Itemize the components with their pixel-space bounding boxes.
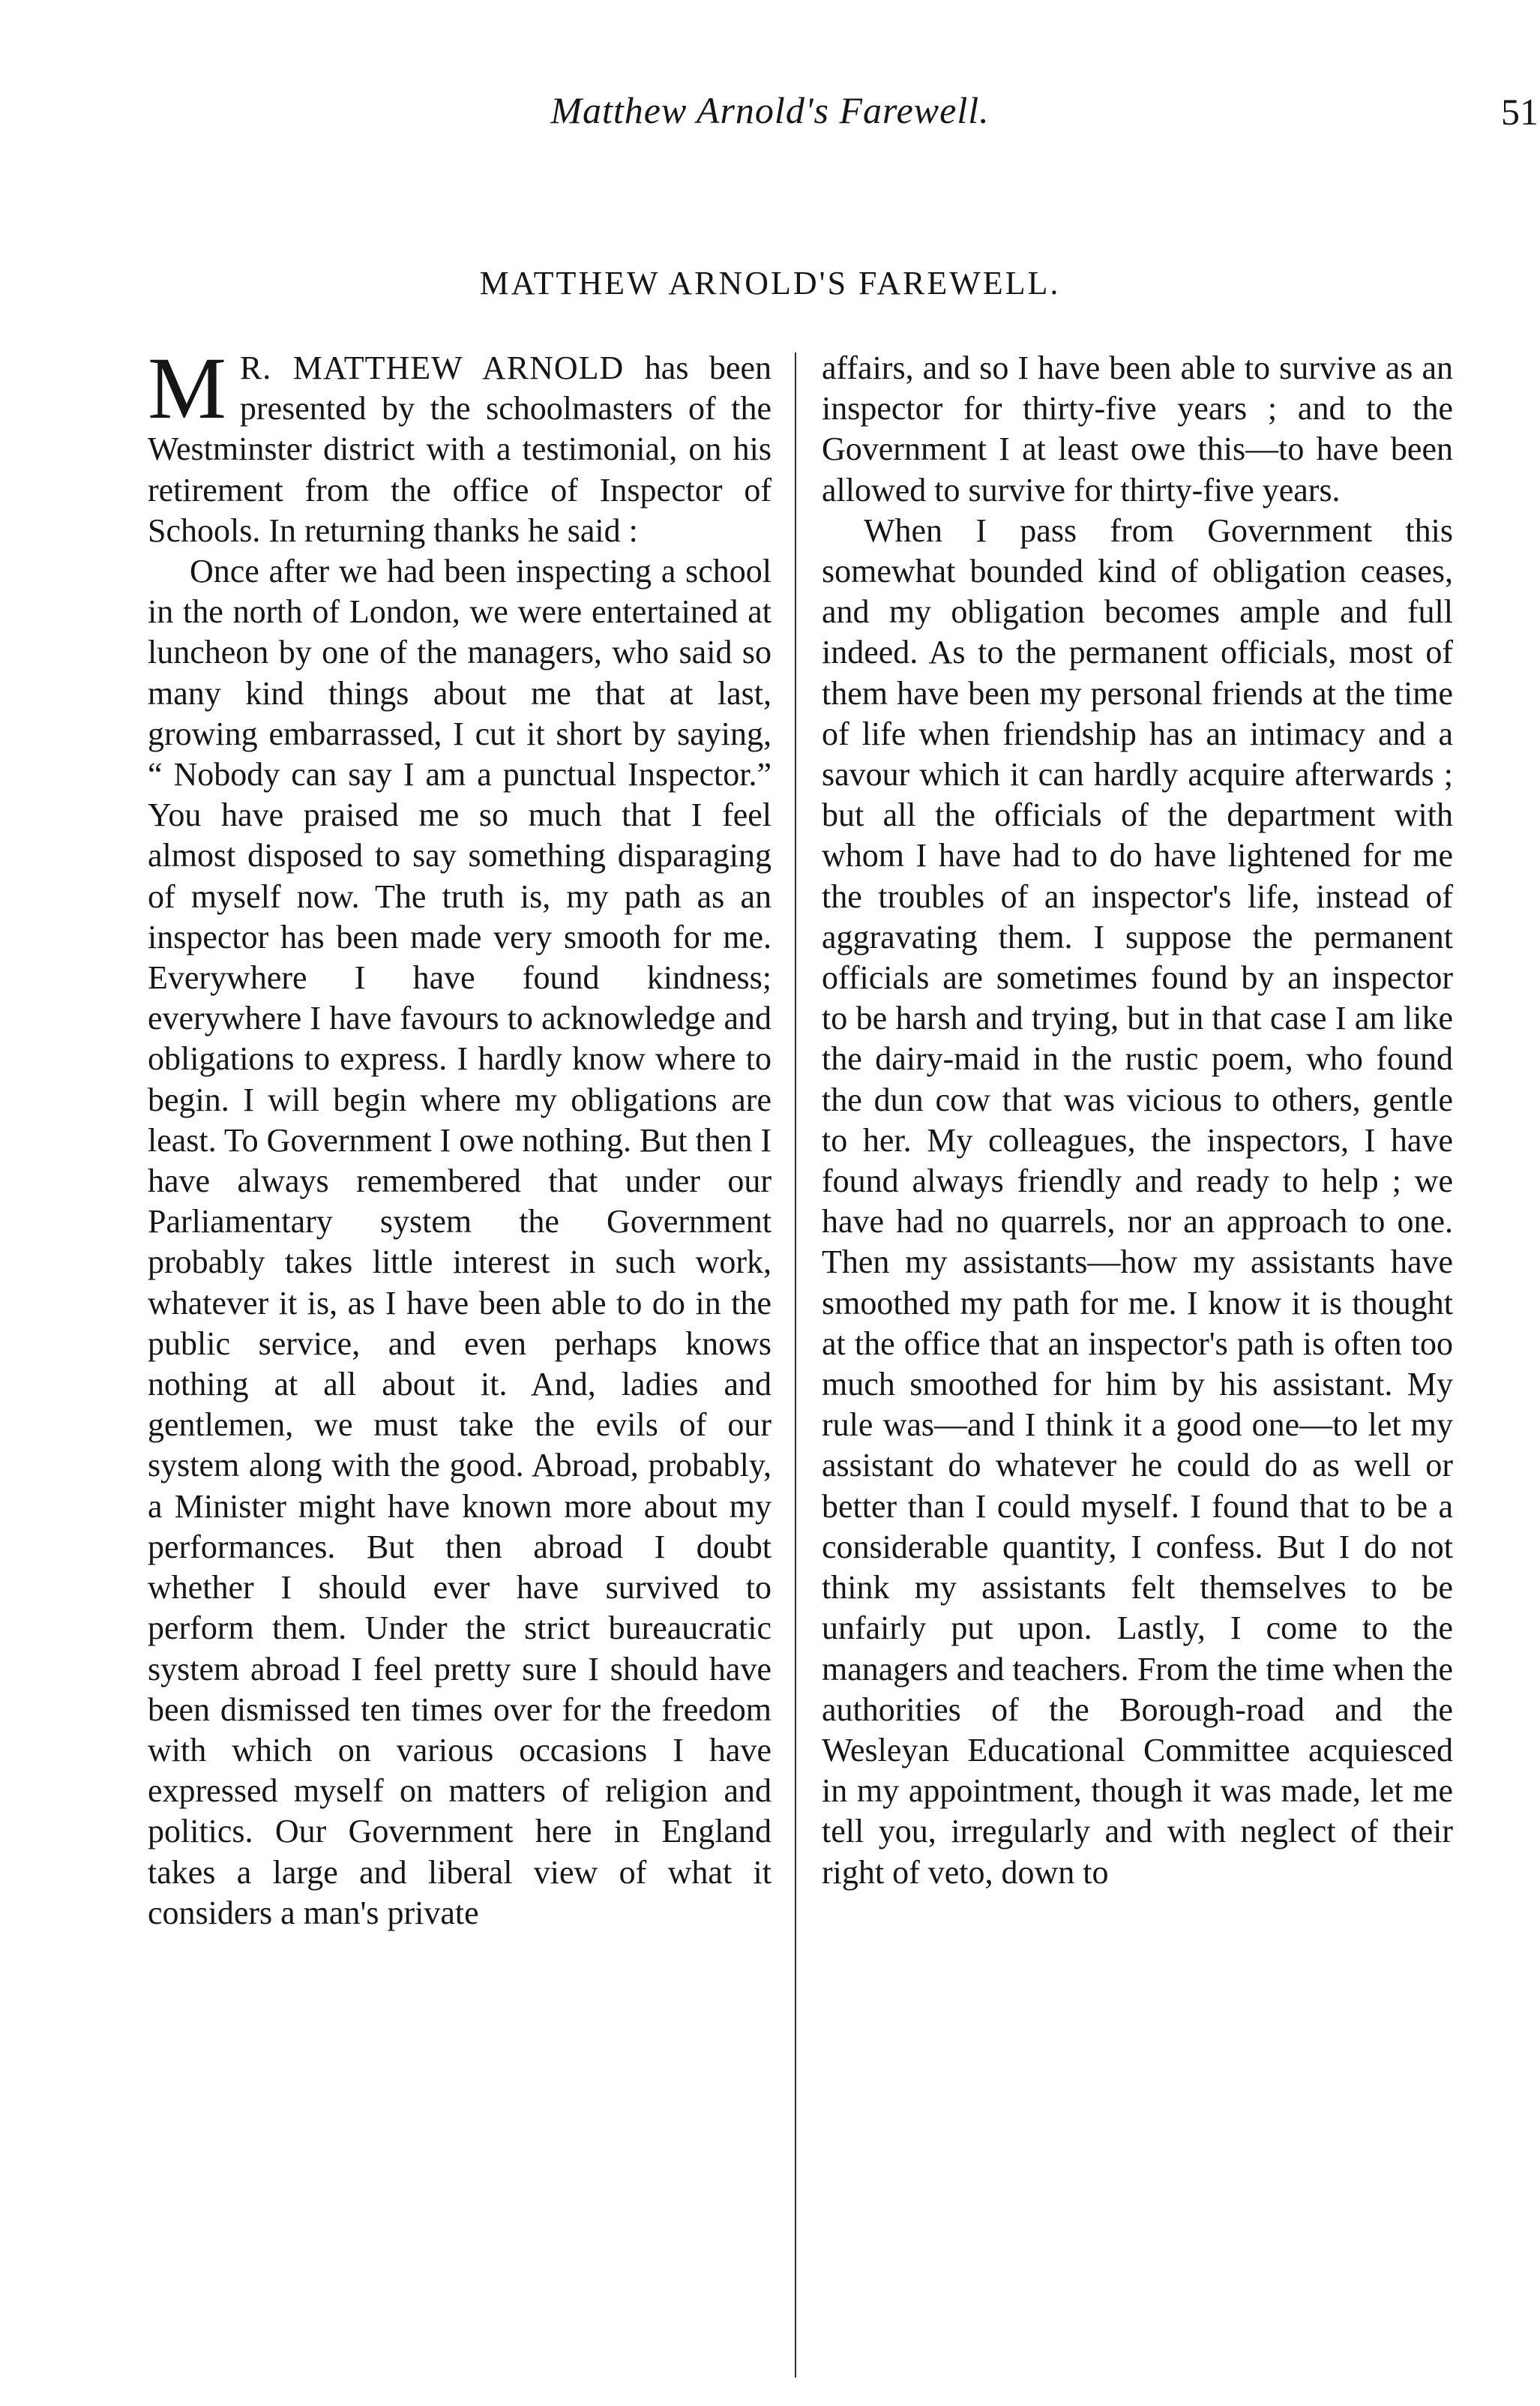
left-column: [148, 339, 771, 1934]
opening-paragraph: [148, 339, 771, 551]
right-column: [822, 348, 1453, 1893]
intro-text: has been presented by the schoolmasters of the Westminster district with a testimonial, on his retirement from the office of Inspector of Schools. In returning thanks he said :: [148, 350, 771, 549]
drop-cap: M: [148, 339, 226, 437]
running-head: [0, 88, 1540, 148]
article-title: MATTHEW ARNOLD'S FAREWELL.: [479, 265, 1061, 302]
opening-caps: R. MATTHEW ARNOLD: [239, 350, 625, 386]
paragraph: When I pass from Government this somewhat bounded kind of obligation ceases, and my obligation becomes ample and full indeed. As to the permanent officials, most of them have been my personal friends at the time of life when friendship has an intimacy and a savour which it can hardly acquire afterwards ; but all the officials of the department with whom I have had to do have lightened for me the troubles of an inspector's life, instead of aggravating them. I suppose the permanent officials are sometimes found by an inspector to be harsh and trying, but in that case I am like the dairy-maid in the rustic poem, who found the dun cow that was vicious to others, gentle to her. My colleagues, the inspectors, I have found always friendly and ready to help ; we have had no quarrels, nor an approach to one. Then my assistants—how my assistants have smoothed my path for me. I know it is thought at the office that an inspector's path is often too much smoothed for him by his assistant. My rule was—and I think it a good one—to let my assistant do whatever he could do as well or better than I could myself. I found that to be a considerable quantity, I confess. But I do not think my assistants felt themselves to be unfairly put upon. Lastly, I come to the managers and teachers. From the time when the authorities of the Borough-road and the Wesleyan Educational Committee acquiesced in my appointment, though it was made, let me tell you, irregularly and with neglect of their right of veto, down to: [822, 512, 1453, 1891]
running-title: Matthew Arnold's Farewell.: [550, 89, 990, 131]
column-rule: [795, 352, 796, 2378]
paragraph: Once after we had been inspecting a school in the north of London, we were entertained at luncheon by one of the managers, who said so many kind things about me that at last, growing embarrassed, I cut it short by saying, “ Nobody can say I am a punctual Inspector.” You have praised me so much that I feel almost disposed to say something disparaging of myself now. The truth is, my path as an inspector has been made very smooth for me. Everywhere I have found kindness; everywhere I have favours to acknowledge and obligations to express. I hardly know where to begin. I will begin where my obligations are least. To Government I owe nothing. But then I have always remembered that under our Parliamentary system the Government probably takes little interest in such work, whatever it is, as I have been able to do in the public service, and even perhaps knows nothing at all about it. And, ladies and gentlemen, we must take the evils of our system along with the good. Abroad, probably, a Minister might have known more about my performances. But then abroad I doubt whether I should ever have survived to perform them. Under the strict bureaucratic system abroad I feel pretty sure I should have been dismissed ten times over for the freedom with which on various occasions I have expressed myself on matters of religion and politics. Our Government here in England takes a large and liberal view of what it considers a man's private: [148, 553, 771, 1931]
paragraph: affairs, and so I have been able to survive as an inspector for thirty-five years ; and to the Government I at least owe this—to have been allowed to survive for thirty-five years.: [822, 350, 1453, 508]
page-number: 51: [1501, 91, 1539, 133]
